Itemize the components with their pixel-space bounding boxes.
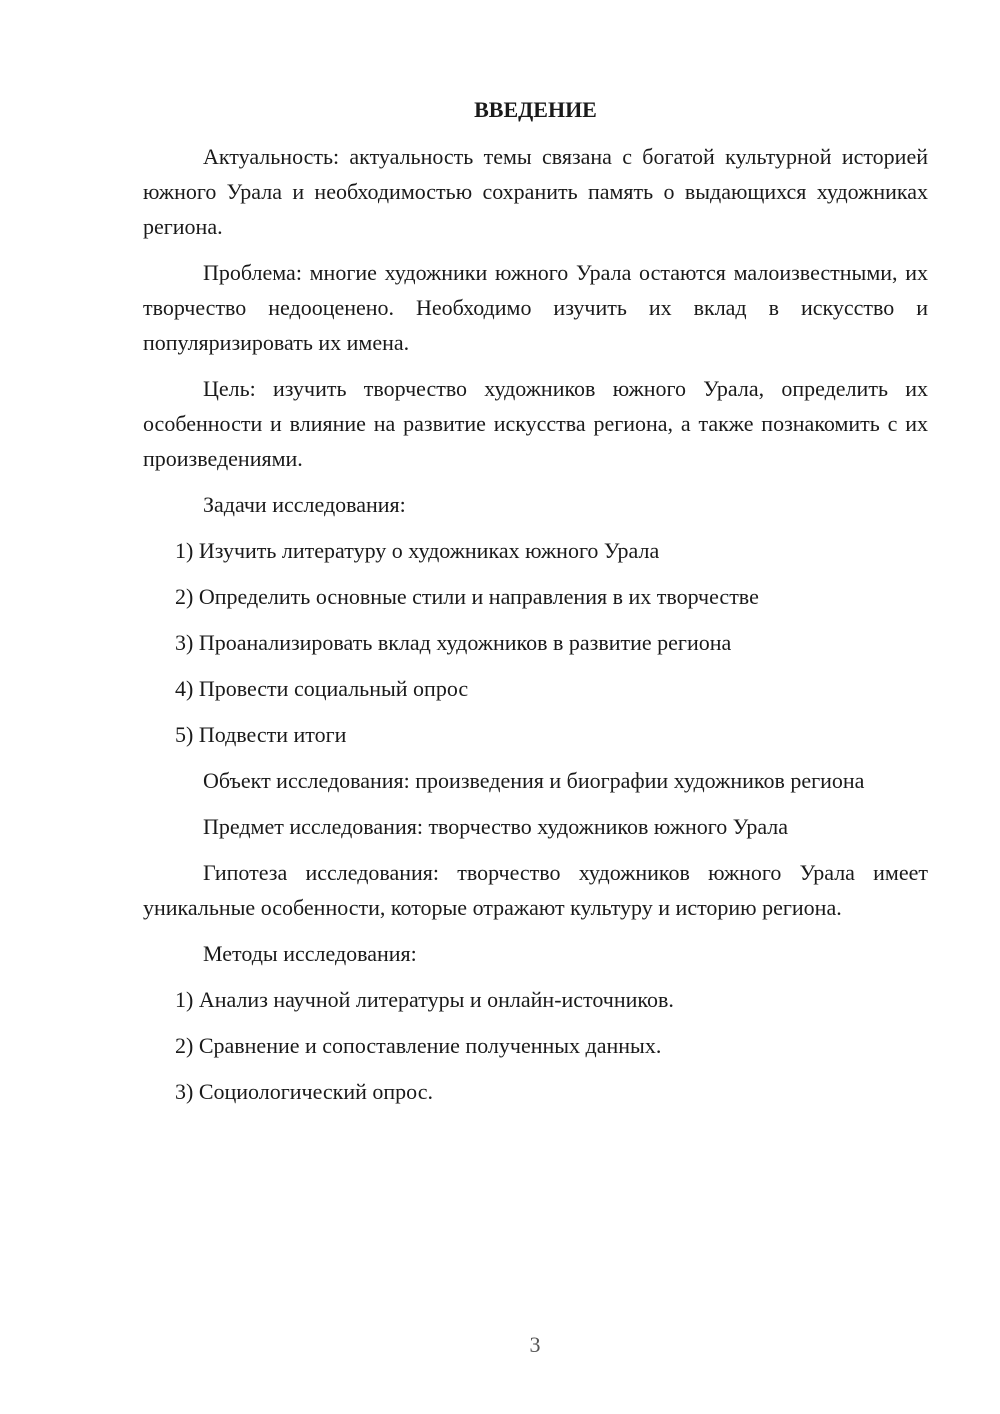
page-number: 3 [529,1332,541,1357]
tasks-label: Задачи исследования: [203,492,406,517]
task-item: 3) Проанализировать вклад художников в развитие региона [175,630,732,655]
method-item: 3) Социологический опрос. [175,1079,433,1104]
object-paragraph: Объект исследования: произведения и биографии художников региона [203,768,865,793]
section-heading: ВВЕДЕНИЕ [474,97,597,122]
task-item: 4) Провести социальный опрос [175,676,469,701]
goal-paragraph: Цель: изучить творчество художников южного Урала, определить их особенности и влияние на развитие искусства региона, а также познакомить с их произведениями. [143,376,928,471]
method-item: 1) Анализ научной литературы и онлайн-источников. [175,987,674,1012]
task-item: 5) Подвести итоги [175,722,347,747]
methods-label: Методы исследования: [203,941,417,966]
task-item: 2) Определить основные стили и направления в их творчестве [175,584,759,609]
problem-paragraph: Проблема: многие художники южного Урала остаются малоизвестными, их творчество недооценено. Необходимо изучить их вклад в искусство и популяризировать их имена. [143,260,928,355]
relevance-paragraph: Актуальность: актуальность темы связана с богатой культурной историей южного Урала и необходимостью сохранить память о выдающихся художниках региона. [143,144,928,239]
document-page [143,92,928,1120]
subject-paragraph: Предмет исследования: творчество художников южного Урала [203,814,789,839]
method-item: 2) Сравнение и сопоставление полученных данных. [175,1033,662,1058]
task-item: 1) Изучить литературу о художниках южного Урала [175,538,660,563]
hypothesis-paragraph: Гипотеза исследования: творчество художников южного Урала имеет уникальные особенности, которые отражают культуру и историю региона. [143,860,928,920]
